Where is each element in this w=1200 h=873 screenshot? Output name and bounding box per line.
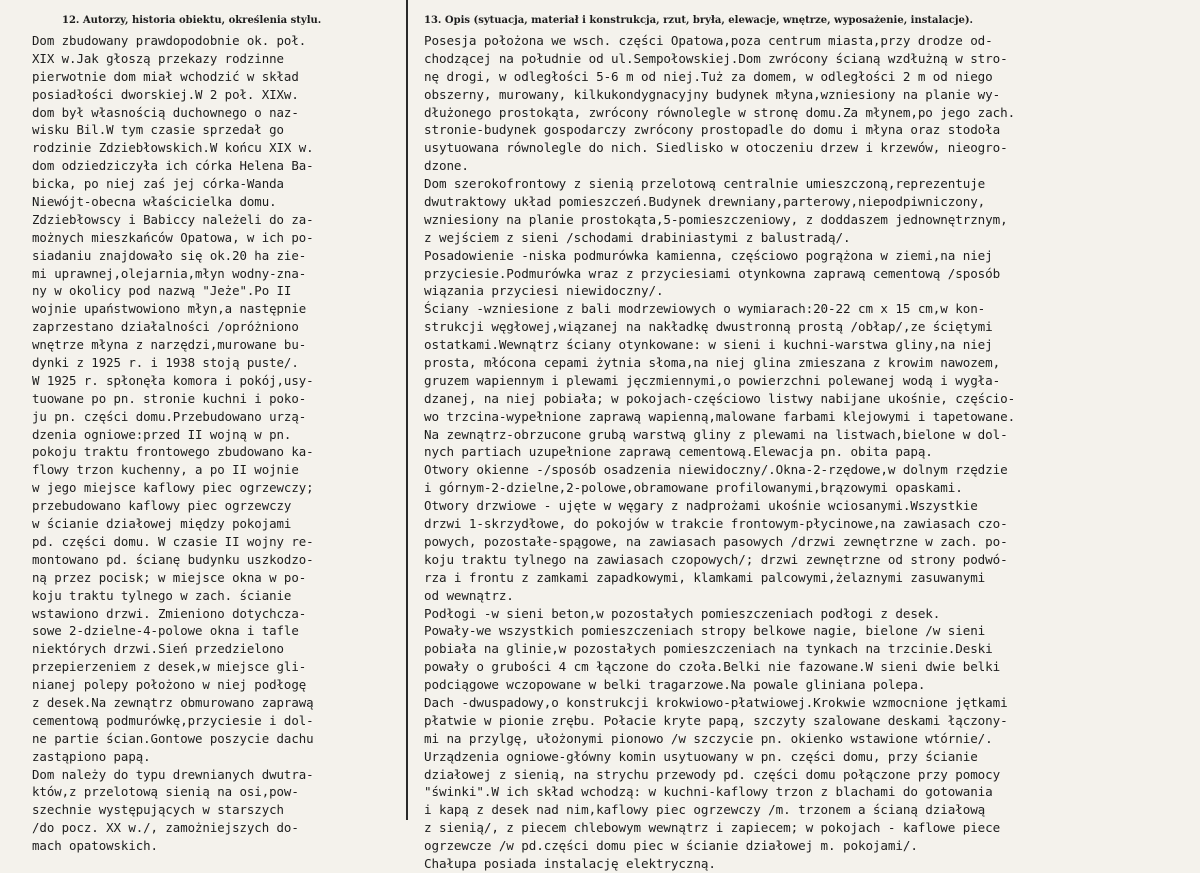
text-line: płatwie w pionie zrębu. Połacie kryte papą, szczyty szalowane deskami łączony- bbox=[424, 712, 1008, 728]
text-line: cementową podmurówkę,przyciesie i dol- bbox=[32, 712, 314, 728]
text-line: któw,z przelotową sienią na osi,pow- bbox=[32, 784, 299, 800]
text-line: zaprzestano działalności /opróżniono bbox=[32, 319, 299, 335]
text-line: dom był własnością duchownego o naz- bbox=[32, 104, 299, 120]
text-line: zastąpiono papą. bbox=[32, 748, 151, 764]
text-line: pobiała na glinie,w pozostałych pomieszczeniach na tynkach na trzcinie.Deski bbox=[424, 641, 993, 657]
text-line: Dom należy do typu drewnianych dwutra- bbox=[32, 766, 314, 782]
text-line: od wewnątrz. bbox=[424, 587, 514, 603]
text-line: chodzącej na południe od ul.Sempołowskiej.Dom zwrócony ścianą wzdłużną w stro- bbox=[424, 50, 1008, 66]
text-line: możnych mieszkańców Opatowa, w ich po- bbox=[32, 229, 314, 245]
text-line: flowy trzon kuchenny, a po II wojnie bbox=[32, 462, 299, 478]
text-line: szechnie występujących w starszych bbox=[32, 802, 284, 818]
text-line: drzwi 1-skrzydłowe, do pokojów w trakcie frontowym-płycinowe,na zawiasach czo- bbox=[424, 516, 1008, 532]
text-line: nianej polepy położono w niej podłogę bbox=[32, 677, 307, 693]
text-line: Otwory okienne -/sposób osadzenia niewidoczny/.Okna-2-rzędowe,w dolnym rzędzie bbox=[424, 462, 1008, 478]
text-line: gruzem wapiennym i plewami jęczmiennymi,o powierzchni polewanej wodą i wygła- bbox=[424, 372, 1001, 388]
text-line: koju traktu tylnego na zawiasach czopowych/; drzwi zewnętrzne od strony podwó- bbox=[424, 551, 1008, 567]
text-line: Podłogi -w sieni beton,w pozostałych pomieszczeniach podłogi z desek. bbox=[424, 605, 941, 621]
text-line: Niewójt-obecna właścicielka domu. bbox=[32, 194, 277, 210]
text-line: Ściany -wzniesione z bali modrzewiowych o wymiarach:20-22 cm x 15 cm,w kon- bbox=[424, 301, 986, 317]
text-line: z sienią/, z piecem chlebowym wewnątrz i zapiecem; w pokojach - kaflowe piece bbox=[424, 820, 1001, 836]
text-line: prosta, młócona cepami żytnia słoma,na niej glina zmieszana z krowim nawozem, bbox=[424, 355, 1001, 371]
text-line: stronie-budynek gospodarczy zwrócony prostopadle do domu i młyna oraz stodoła bbox=[424, 122, 1001, 138]
text-line: /do pocz. XX w./, zamożniejszych do- bbox=[32, 820, 299, 836]
text-line: Chałupa posiada instalację elektryczną. bbox=[424, 855, 716, 871]
text-line: Powały-we wszystkich pomieszczeniach stropy belkowe nagie, bielone /w sieni bbox=[424, 623, 986, 639]
text-line: i kapą z desek nad nim,kaflowy piec ogrzewczy /m. trzonem a ścianą działową bbox=[424, 802, 986, 818]
text-line: i górnym-2-dzielne,2-polowe,obramowane profilowanymi,brązowymi opaskami. bbox=[424, 480, 963, 496]
text-line: obszerny, murowany, kilkukondygnacyjny budynek młyna,wzniesiony na planie wy- bbox=[424, 86, 1001, 102]
section-12-column bbox=[32, 10, 402, 855]
text-line: podciągowe wczopowane w belki tragarzowe.Na powale gliniana polepa. bbox=[424, 677, 926, 693]
text-line: w jego miejsce kaflowy piec ogrzewczy; bbox=[32, 480, 314, 496]
text-line: sowe 2-dzielne-4-polowe okna i tafle bbox=[32, 623, 299, 639]
text-line: Dom szerokofrontowy z sienią przelotową centralnie umieszczoną,reprezentuje bbox=[424, 176, 986, 192]
section-12-header: 12. Autorzy, historia obiektu, określenia stylu. bbox=[62, 15, 322, 26]
text-line: przyciesie.Podmurówka wraz z przyciesiami otynkowna zaprawą cementową /sposób bbox=[424, 265, 1001, 281]
text-line: Posadowienie -niska podmurówka kamienna, częściowo pogrążona w ziemi,na niej bbox=[424, 247, 993, 263]
text-line: montowano pd. ścianę budynku uszkodzo- bbox=[32, 551, 314, 567]
text-line: Na zewnątrz-obrzucone grubą warstwą gliny z plewami na listwach,bielone w dol- bbox=[424, 426, 1008, 442]
text-line: W 1925 r. spłonęła komora i pokój,usy- bbox=[32, 372, 314, 388]
text-line: "świnki".W ich skład wchodzą: w kuchni-kaflowy trzon z blachami do gotowania bbox=[424, 784, 993, 800]
text-line: wstawiono drzwi. Zmieniono dotychcza- bbox=[32, 605, 307, 621]
text-line: Urządzenia ogniowe-główny komin usytuowany w pn. części domu, przy ścianie bbox=[424, 748, 978, 764]
text-line: mach opatowskich. bbox=[32, 838, 158, 854]
text-line: powych, pozostałe-spągowe, na zawiasach pasowych /drzwi zewnętrzne w zach. po- bbox=[424, 533, 1008, 549]
text-line: powały o grubości 4 cm łączone do czoła.Belki nie fazowane.W sieni dwie belki bbox=[424, 659, 1001, 675]
text-line: dzenia ogniowe:przed II wojną w pn. bbox=[32, 426, 292, 442]
text-line: z desek.Na zewnątrz obmurowano zaprawą bbox=[32, 694, 314, 710]
text-line: Dom zbudowany prawdopodobnie ok. poł. bbox=[32, 33, 307, 48]
text-line: rodzinie Zdziebłowskich.W końcu XIX w. bbox=[32, 140, 314, 156]
text-line: dynki z 1925 r. i 1938 stoją puste/. bbox=[32, 355, 299, 371]
text-line: wiązania przyciesi niewidoczny/. bbox=[424, 283, 664, 299]
text-line: dom odziedziczyła ich córka Helena Ba- bbox=[32, 158, 314, 174]
text-line: Otwory drzwiowe - ujęte w węgary z nadprożami ukośnie wciosanymi.Wszystkie bbox=[424, 498, 978, 514]
text-line: wnętrze młyna z narzędzi,murowane bu- bbox=[32, 337, 307, 353]
text-line: pd. części domu. W czasie II wojny re- bbox=[32, 533, 314, 549]
column-divider bbox=[406, 0, 408, 820]
text-line: z wejściem z sieni /schodami drabiniastymi z balustradą/. bbox=[424, 229, 851, 245]
text-line: Posesja położona we wsch. części Opatowa,poza centrum miasta,przy drodze od- bbox=[424, 33, 993, 48]
text-line: ostatkami.Wewnątrz ściany otynkowane: w sieni i kuchni-warstwa gliny,na niej bbox=[424, 337, 993, 353]
text-line: ną przez pocisk; w miejsce okna w po- bbox=[32, 569, 307, 585]
text-line: tuowane po pn. stronie kuchni i poko- bbox=[32, 390, 307, 406]
text-line: ny w okolicy pod nazwą "Jeże".Po II bbox=[32, 283, 292, 299]
text-line: wzniesiony na planie prostokąta,5-pomieszczeniowy, z doddaszem jednownętrznym, bbox=[424, 211, 1008, 227]
text-line: wo trzcina-wypełnione zaprawą wapienną,malowane farbami klejowymi i tapetowane. bbox=[424, 408, 1016, 424]
text-line: dwutraktowy układ pomieszczeń.Budynek drewniany,parterowy,niepodpiwniczony, bbox=[424, 194, 986, 210]
text-line: nę drogi, w odległości 5-6 m od niej.Tuż za domem, w odległości 2 m od niego bbox=[424, 68, 993, 84]
text-line: strukcji węgłowej,wiązanej na nakładkę dwustronną prostą /obłap/,ze ściętymi bbox=[424, 319, 993, 335]
text-line: dzone. bbox=[424, 158, 469, 174]
text-line: przebudowano kaflowy piec ogrzewczy bbox=[32, 498, 292, 514]
text-line: niektórych drzwi.Sień przedzielono bbox=[32, 641, 284, 657]
text-line: wisku Bil.W tym czasie sprzedał go bbox=[32, 122, 284, 138]
text-line: mi na przylgę, ułożonymi pionowo /w szczycie pn. okienko wstawione wtórnie/. bbox=[424, 730, 993, 746]
text-line: przepierzeniem z desek,w miejsce gli- bbox=[32, 659, 307, 675]
text-line: Dach -dwuspadowy,o konstrukcji krokwiowo-płatwiowej.Krokwie wzmocnione jętkami bbox=[424, 694, 1008, 710]
text-line: XIX w.Jak głoszą przekazy rodzinne bbox=[32, 50, 284, 66]
text-line: siadaniu znajdowało się ok.20 ha zie- bbox=[32, 247, 307, 263]
section-13-column bbox=[424, 10, 1192, 873]
text-line: rza i frontu z zamkami zapadkowymi, klamkami palcowymi,żelaznymi zasuwanymi bbox=[424, 569, 986, 585]
text-line: działowej z sienią, na strychu przewody pd. części domu połączone przy pomocy bbox=[424, 766, 1001, 782]
section-12-text bbox=[32, 32, 402, 855]
text-line: pierwotnie dom miał wchodzić w skład bbox=[32, 68, 299, 84]
text-line: ne partie ścian.Gontowe poszycie dachu bbox=[32, 730, 314, 746]
text-line: dłużonego prostokąta, zwrócony równolegle w stronę domu.Za młynem,po jego zach. bbox=[424, 104, 1016, 120]
text-line: ogrzewcze /w pd.części domu piec w ścianie działowej m. pokojami/. bbox=[424, 838, 918, 854]
text-line: Zdziebłowscy i Babiccy należeli do za- bbox=[32, 211, 314, 227]
text-line: wojnie upaństwowiono młyn,a następnie bbox=[32, 301, 307, 317]
text-line: koju traktu tylnego w zach. ścianie bbox=[32, 587, 292, 603]
text-line: pokoju traktu frontowego zbudowano ka- bbox=[32, 444, 314, 460]
text-line: posiadłości dworskiej.W 2 poł. XIXw. bbox=[32, 86, 299, 102]
text-line: w ścianie działowej między pokojami bbox=[32, 516, 292, 532]
text-line: dzanej, na niej pobiała; w pokojach-częściowo listwy nabijane ukośnie, częścio- bbox=[424, 390, 1016, 406]
text-line: nych partiach uzupełnione zaprawą cementową.Elewacja pn. obita papą. bbox=[424, 444, 933, 460]
text-line: mi uprawnej,olejarnia,młyn wodny-zna- bbox=[32, 265, 307, 281]
text-line: bicka, po niej zaś jej córka-Wanda bbox=[32, 176, 284, 192]
section-13-header: 13. Opis (sytuacja, materiał i konstrukcja, rzut, bryła, elewacje, wnętrze, wyposażenie, instalacje). bbox=[424, 15, 974, 26]
text-line: usytuowana równolegle do nich. Siedlisko w otoczeniu drzew i krzewów, nieogro- bbox=[424, 140, 1008, 156]
text-line: ju pn. części domu.Przebudowano urzą- bbox=[32, 408, 307, 424]
section-13-text bbox=[424, 32, 1192, 873]
